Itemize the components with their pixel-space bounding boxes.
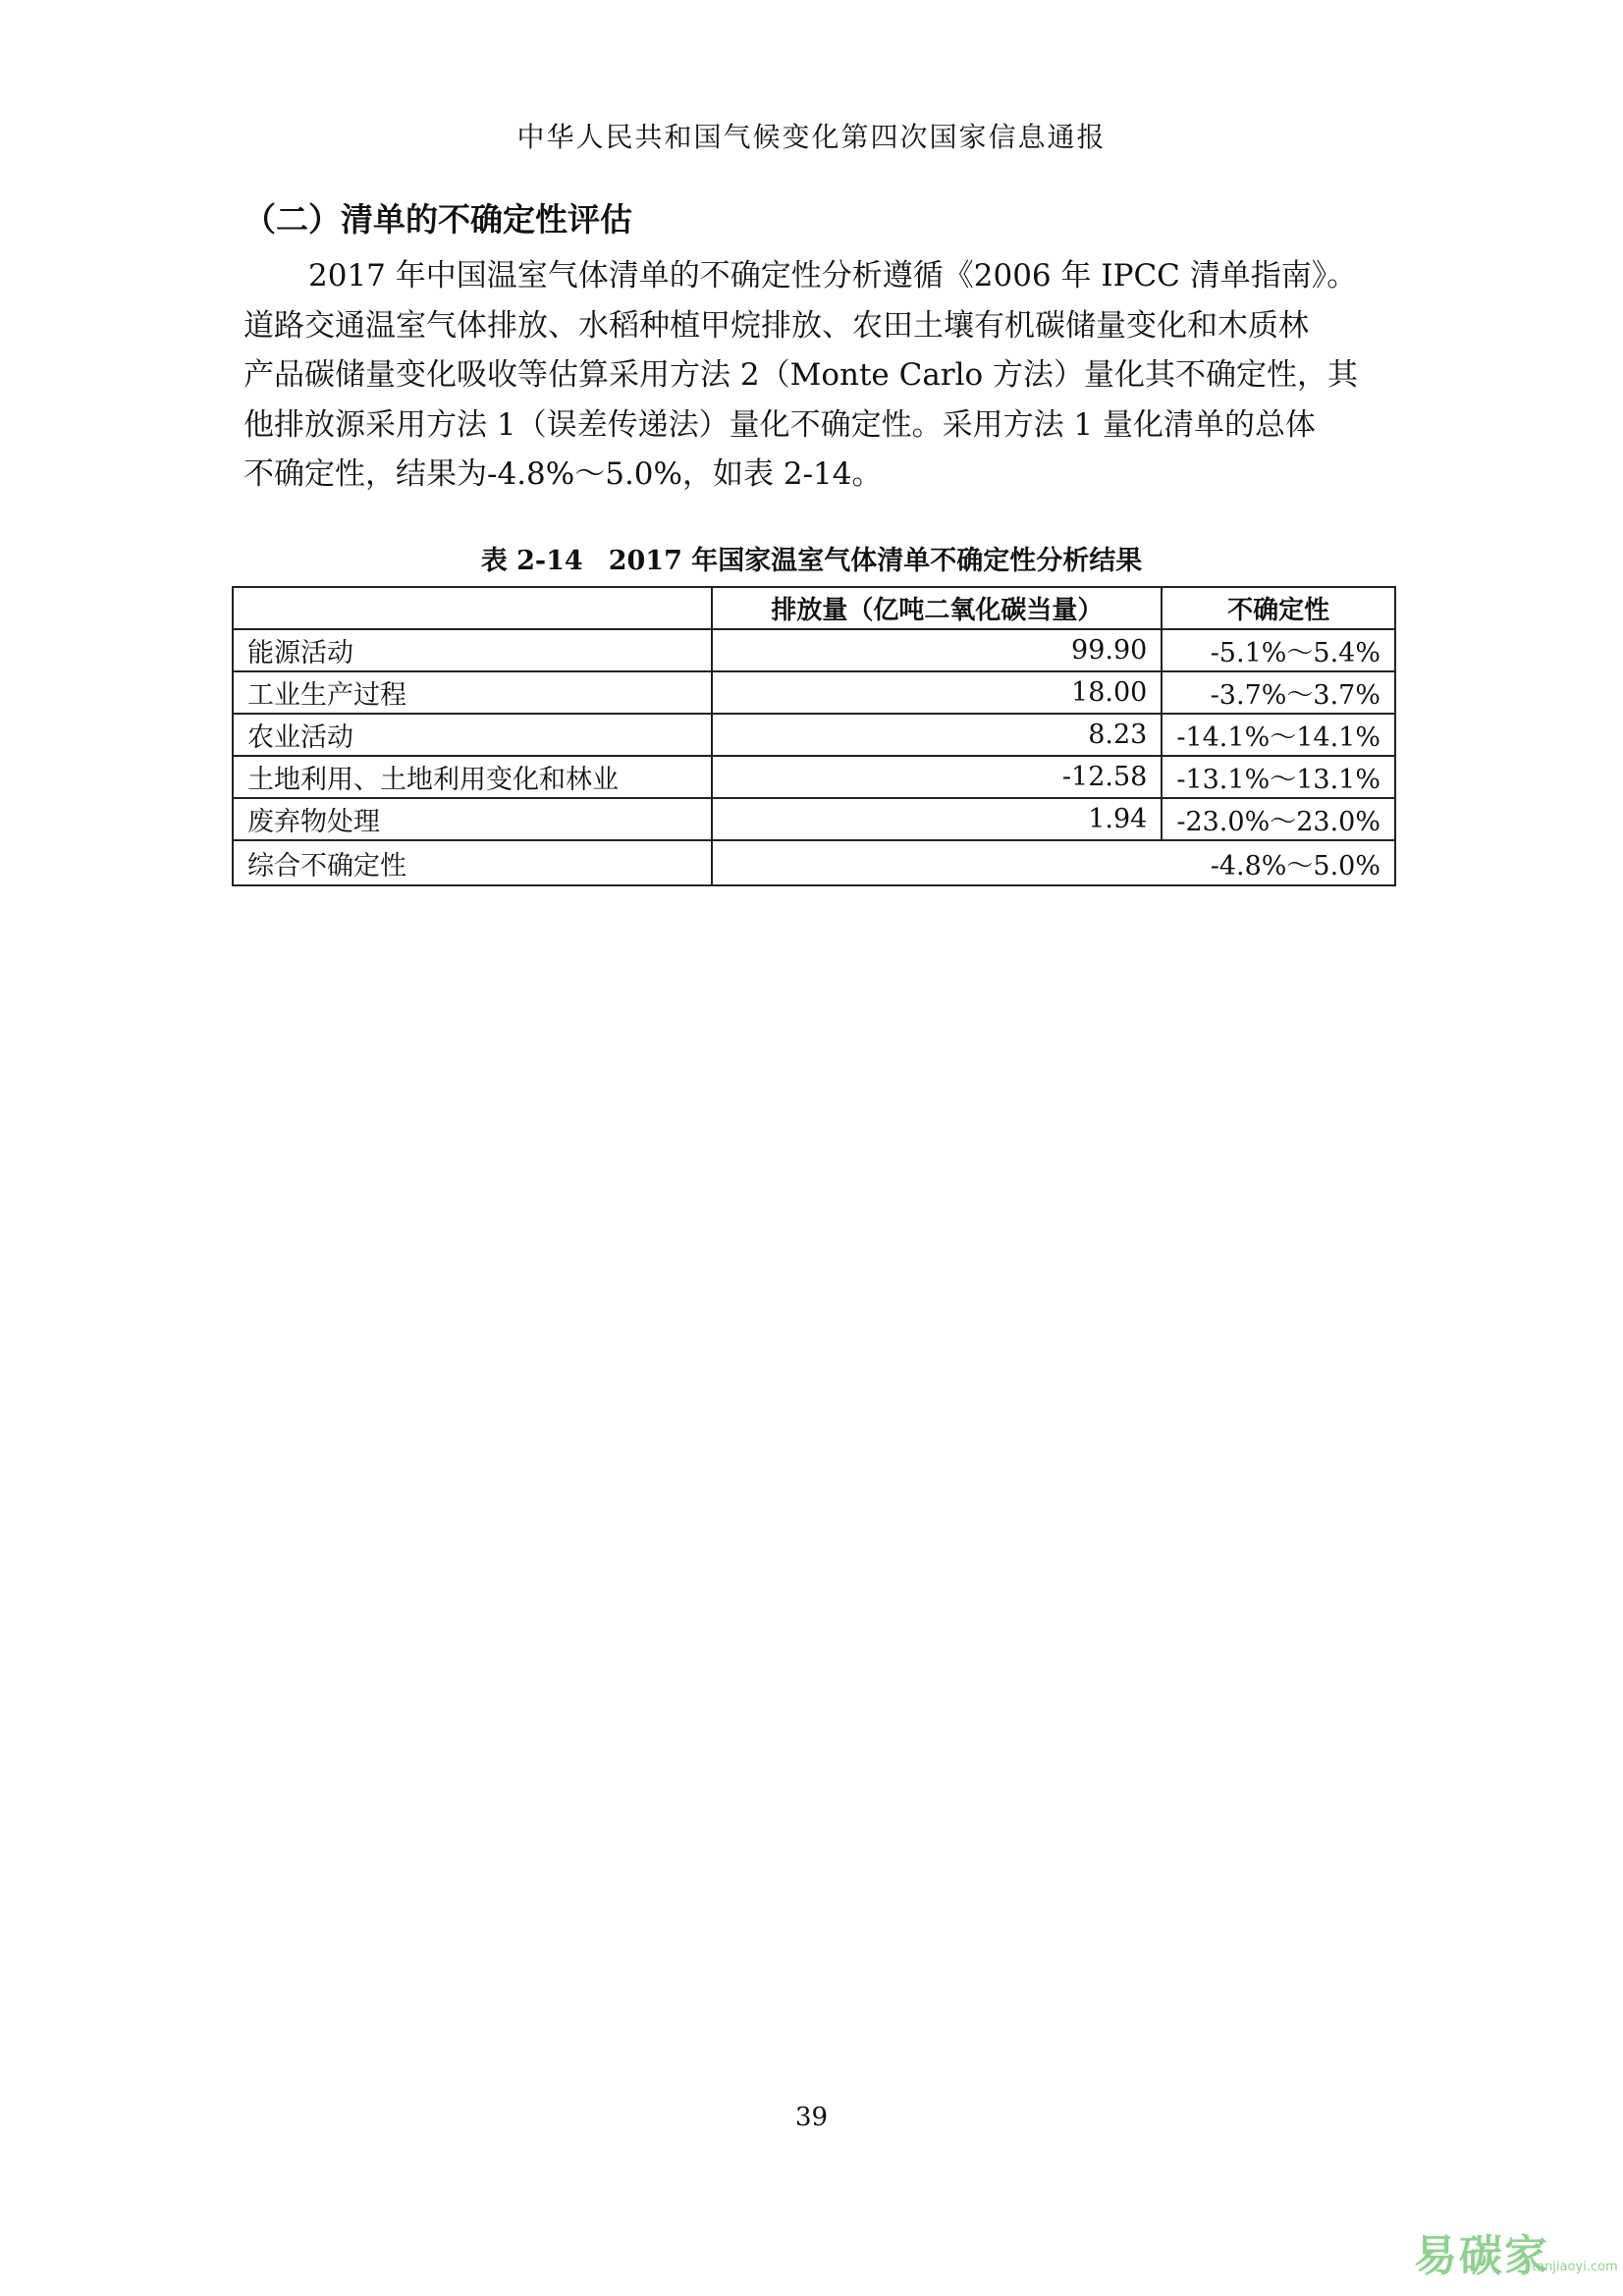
row-uncertainty: -14.1%～14.1% — [1162, 714, 1395, 756]
total-uncertainty: -4.8%～5.0% — [712, 840, 1395, 885]
table-row — [233, 756, 1395, 798]
page-number: 39 — [794, 2103, 829, 2132]
row-emissions: 1.94 — [712, 798, 1162, 840]
table-row — [233, 671, 1395, 714]
row-uncertainty: -5.1%～5.4% — [1162, 629, 1395, 671]
table-caption-number: 表 2-14 — [480, 546, 583, 576]
row-category: 工业生产过程 — [233, 671, 712, 714]
row-emissions: 8.23 — [712, 714, 1162, 756]
watermark-domain: tanjiaoyi.com — [1532, 2260, 1618, 2274]
uncertainty-table — [232, 586, 1396, 886]
table-caption-title: 2017 年国家温室气体清单不确定性分析结果 — [608, 546, 1143, 576]
row-uncertainty: -3.7%～3.7% — [1162, 671, 1395, 714]
row-emissions: 99.90 — [712, 629, 1162, 671]
table-header-row — [233, 587, 1395, 629]
row-category: 废弃物处理 — [233, 798, 712, 840]
table-row — [233, 629, 1395, 671]
watermark-logo — [1414, 2220, 1618, 2281]
paragraph-line: 2017 年中国温室气体清单的不确定性分析遵循《2006 年 IPCC 清单指南》。 — [308, 258, 1358, 294]
row-category: 能源活动 — [233, 629, 712, 671]
total-label: 综合不确定性 — [233, 840, 712, 885]
header-emissions: 排放量（亿吨二氧化碳当量） — [712, 587, 1162, 629]
paragraph-line: 不确定性，结果为-4.8%～5.0%，如表 2-14。 — [243, 456, 883, 492]
section-heading: （二）清单的不确定性评估 — [243, 200, 632, 239]
table-row — [233, 714, 1395, 756]
table-caption — [0, 539, 1623, 577]
header-category — [233, 587, 712, 629]
table-total-row — [233, 840, 1395, 885]
row-uncertainty: -13.1%～13.1% — [1162, 756, 1395, 798]
body-paragraph — [243, 251, 1382, 500]
row-emissions: -12.58 — [712, 756, 1162, 798]
paragraph-line: 道路交通温室气体排放、水稻种植甲烷排放、农田土壤有机碳储量变化和木质林 — [243, 307, 1309, 344]
watermark-brand: 易碳家 — [1414, 2231, 1549, 2281]
table-row — [233, 798, 1395, 840]
paragraph-line: 产品碳储量变化吸收等估算采用方法 2（Monte Carlo 方法）量化其不确定性，其 — [243, 357, 1359, 393]
paragraph-line: 他排放源采用方法 1（误差传递法）量化不确定性。采用方法 1 量化清单的总体 — [243, 406, 1317, 443]
row-emissions: 18.00 — [712, 671, 1162, 714]
header-uncertainty: 不确定性 — [1162, 587, 1395, 629]
row-category: 土地利用、土地利用变化和林业 — [233, 756, 712, 798]
row-category: 农业活动 — [233, 714, 712, 756]
running-header: 中华人民共和国气候变化第四次国家信息通报 — [516, 121, 1107, 153]
row-uncertainty: -23.0%～23.0% — [1162, 798, 1395, 840]
